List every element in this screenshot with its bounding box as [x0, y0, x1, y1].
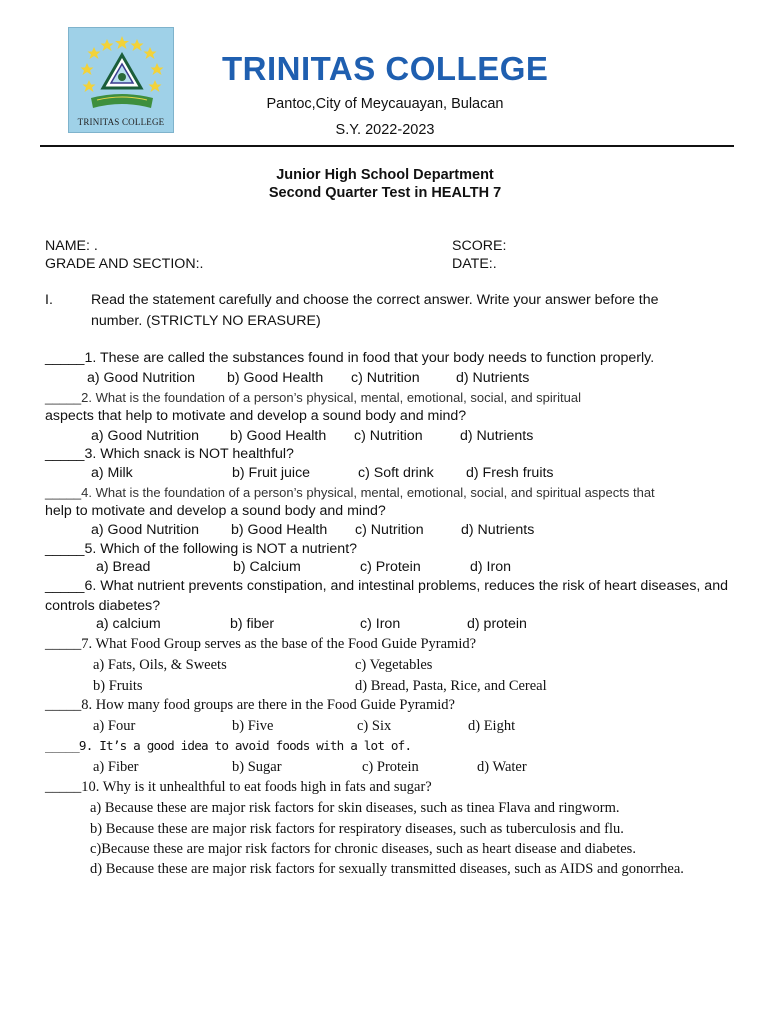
q2-option-c: c) Nutrition — [354, 428, 423, 444]
q4-option-d: d) Nutrients — [461, 522, 535, 538]
question-4-line-1: _____4. What is the foundation of a person’s physical, mental, emotional, social, and spiritual aspects that — [45, 485, 655, 500]
q8-option-c: c) Six — [357, 718, 392, 734]
q8-option-a: a) Four — [93, 718, 136, 734]
instructions-line-2: number. (STRICTLY NO ERASURE) — [91, 313, 321, 329]
q3-option-c: c) Soft drink — [358, 465, 434, 481]
q8-option-b: b) Five — [232, 718, 274, 734]
question-6-line-2: controls diabetes? — [45, 598, 161, 614]
department-title: Junior High School Department — [276, 167, 494, 183]
grade-section-field: GRADE AND SECTION:. — [45, 256, 204, 272]
q5-option-d: d) Iron — [470, 559, 512, 575]
question-2-line-1: _____2. What is the foundation of a person’s physical, mental, emotional, social, and spiritual — [45, 390, 581, 405]
instructions-line-1: Read the statement carefully and choose the correct answer. Write your answer before the — [91, 292, 659, 308]
q1-option-a: a) Good Nutrition — [87, 370, 196, 386]
q10-option-d: d) Because these are major risk factors for sexually transmitted diseases, such as AIDS and gonorrhea. — [90, 861, 684, 877]
question-1: _____1. These are called the substances found in food that your body needs to function properly. — [45, 350, 655, 366]
q4-option-b: b) Good Health — [231, 522, 328, 538]
q1-option-b: b) Good Health — [227, 370, 324, 386]
q8-option-d: d) Eight — [468, 718, 516, 734]
q6-option-c: c) Iron — [360, 616, 401, 632]
q4-option-a: a) Good Nutrition — [91, 522, 200, 538]
q7-option-a: a) Fats, Oils, & Sweets — [93, 657, 227, 673]
q10-option-a: a) Because these are major risk factors for skin diseases, such as tinea Flava and ringworm. — [90, 800, 620, 816]
question-8: _____8. How many food groups are there in the Food Guide Pyramid? — [45, 697, 455, 713]
q4-option-c: c) Nutrition — [355, 522, 424, 538]
question-3: _____3. Which snack is NOT healthful? — [45, 446, 294, 462]
school-year: S.Y. 2022-2023 — [335, 122, 435, 138]
logo-text: TRINITAS COLLEGE — [77, 117, 165, 127]
name-field: NAME: . — [45, 238, 98, 254]
q2-option-a: a) Good Nutrition — [91, 428, 200, 444]
q6-option-a: a) calcium — [96, 616, 161, 632]
q1-option-d: d) Nutrients — [456, 370, 530, 386]
question-2-line-2: aspects that help to motivate and develop a sound body and mind? — [45, 408, 467, 424]
q2-option-d: d) Nutrients — [460, 428, 534, 444]
q2-option-b: b) Good Health — [230, 428, 327, 444]
q9-option-a: a) Fiber — [93, 759, 139, 775]
q3-option-b: b) Fruit juice — [232, 465, 311, 481]
q10-option-b: b) Because these are major risk factors for respiratory diseases, such as tuberculosis and flu. — [90, 821, 624, 837]
question-9: _____9. It’s a good idea to avoid foods with a lot of. — [45, 738, 412, 753]
question-6-line-1: _____6. What nutrient prevents constipation, and intestinal problems, reduces the risk of heart diseases, and — [45, 578, 728, 594]
q9-option-d: d) Water — [477, 759, 527, 775]
q3-option-d: d) Fresh fruits — [466, 465, 554, 481]
q5-option-a: a) Bread — [96, 559, 151, 575]
q9-option-b: b) Sugar — [232, 759, 282, 775]
q9-option-c: c) Protein — [362, 759, 419, 775]
college-logo — [68, 27, 174, 133]
q5-option-c: c) Protein — [360, 559, 421, 575]
college-name: TRINITAS COLLEGE — [222, 50, 549, 87]
college-address: Pantoc,City of Meycauayan, Bulacan — [266, 96, 504, 112]
score-field: SCORE: — [452, 238, 507, 254]
question-10: _____10. Why is it unhealthful to eat foods high in fats and sugar? — [45, 779, 432, 795]
section-numeral: I. — [45, 292, 53, 308]
q7-option-b: b) Fruits — [93, 678, 143, 694]
question-5: _____5. Which of the following is NOT a nutrient? — [45, 541, 358, 557]
q7-option-d: d) Bread, Pasta, Rice, and Cereal — [355, 678, 547, 694]
q10-option-c: c)Because these are major risk factors for chronic diseases, such as heart disease and diabetes. — [90, 841, 636, 857]
question-4-line-2: help to motivate and develop a sound body and mind? — [45, 503, 386, 519]
q7-option-c: c) Vegetables — [355, 657, 433, 673]
q6-option-b: b) fiber — [230, 616, 275, 632]
test-title: Second Quarter Test in HEALTH 7 — [268, 185, 502, 201]
q1-option-c: c) Nutrition — [351, 370, 420, 386]
date-field: DATE:. — [452, 256, 497, 272]
q5-option-b: b) Calcium — [233, 559, 301, 575]
q6-option-d: d) protein — [467, 616, 527, 632]
question-7: _____7. What Food Group serves as the base of the Food Guide Pyramid? — [45, 636, 477, 652]
header-divider — [40, 145, 734, 147]
q3-option-a: a) Milk — [91, 465, 133, 481]
